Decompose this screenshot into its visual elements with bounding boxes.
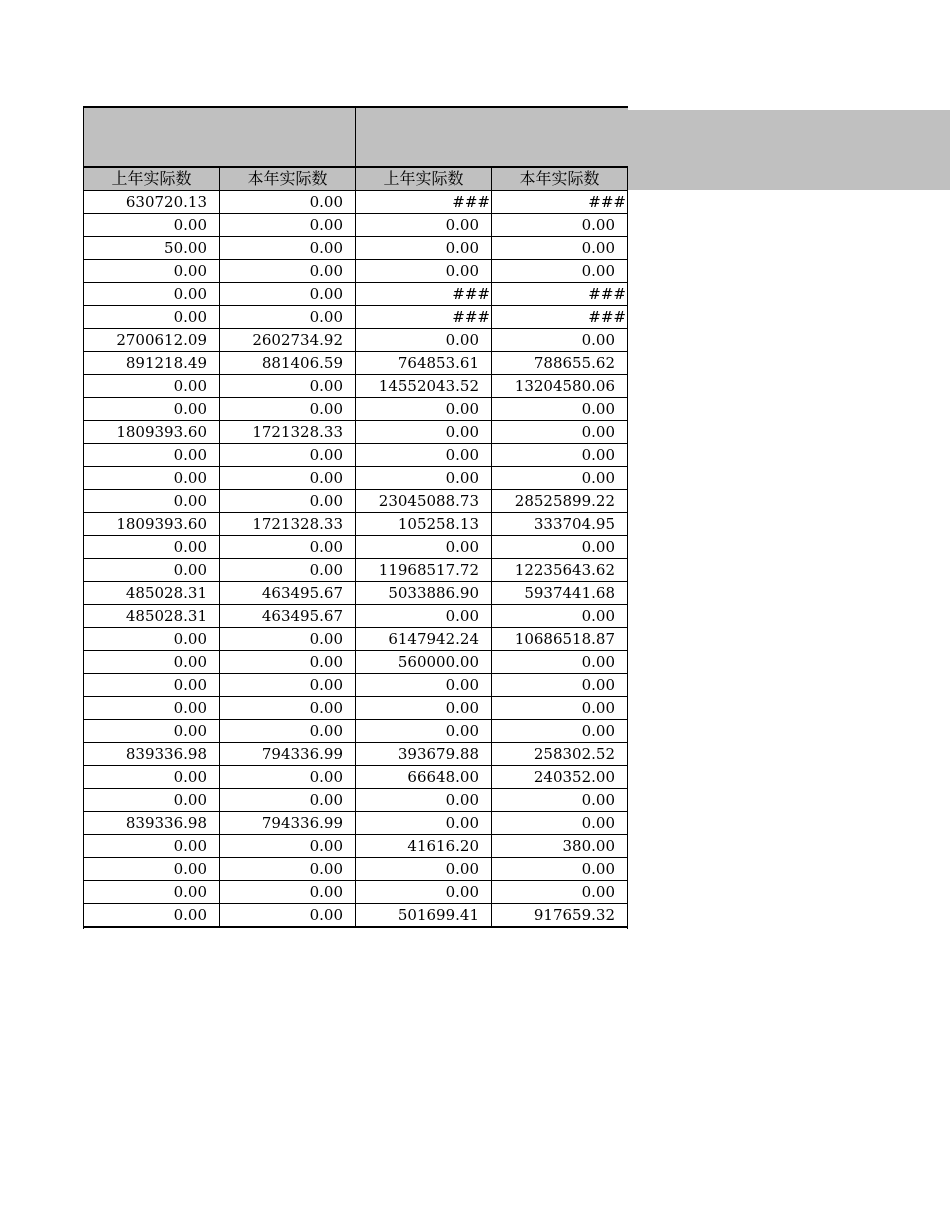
- table-cell[interactable]: 0.00: [356, 237, 492, 260]
- table-cell[interactable]: 794336.99: [220, 812, 356, 835]
- table-cell[interactable]: 0.00: [84, 398, 220, 421]
- table-cell[interactable]: 0.00: [492, 421, 628, 444]
- table-cell[interactable]: 501699.41: [356, 904, 492, 927]
- table-row: [84, 306, 628, 329]
- table-cell[interactable]: 0.00: [220, 720, 356, 743]
- table-cell[interactable]: 0.00: [84, 789, 220, 812]
- table-cell[interactable]: 0.00: [84, 835, 220, 858]
- table-cell[interactable]: 5937441.68: [492, 582, 628, 605]
- table-cell[interactable]: ###: [492, 191, 628, 214]
- table-cell[interactable]: 0.00: [356, 444, 492, 467]
- table-cell[interactable]: 0.00: [492, 674, 628, 697]
- table-cell[interactable]: 0.00: [492, 214, 628, 237]
- column-header-row: [84, 168, 628, 191]
- table-cell[interactable]: 0.00: [84, 904, 220, 927]
- table-cell[interactable]: 0.00: [356, 605, 492, 628]
- table-cell[interactable]: 0.00: [220, 835, 356, 858]
- table-row: [84, 766, 628, 789]
- table-row: [84, 720, 628, 743]
- table-cell[interactable]: 13204580.06: [492, 375, 628, 398]
- table-cell[interactable]: 485028.31: [84, 582, 220, 605]
- column-header-this-year-2[interactable]: 本年实际数: [492, 168, 628, 191]
- table-cell[interactable]: 258302.52: [492, 743, 628, 766]
- table-cell[interactable]: 839336.98: [84, 812, 220, 835]
- table-row: [84, 375, 628, 398]
- table-cell[interactable]: 0.00: [492, 858, 628, 881]
- table-cell[interactable]: 0.00: [220, 766, 356, 789]
- table-cell[interactable]: 0.00: [356, 536, 492, 559]
- table-cell[interactable]: 1721328.33: [220, 421, 356, 444]
- table-row: [84, 789, 628, 812]
- table-row: [84, 628, 628, 651]
- table-cell[interactable]: 0.00: [84, 674, 220, 697]
- table-row: [84, 858, 628, 881]
- table-cell[interactable]: 788655.62: [492, 352, 628, 375]
- table-row: [84, 398, 628, 421]
- table-cell[interactable]: 0.00: [356, 260, 492, 283]
- table-row: [84, 536, 628, 559]
- table-cell[interactable]: 463495.67: [220, 605, 356, 628]
- table-cell[interactable]: 0.00: [492, 329, 628, 352]
- table-row: [84, 260, 628, 283]
- group-header-right[interactable]: [356, 108, 628, 166]
- table-cell[interactable]: 0.00: [492, 720, 628, 743]
- table-cell[interactable]: ###: [356, 283, 492, 306]
- table-row: [84, 237, 628, 260]
- table-row: [84, 329, 628, 352]
- table-cell[interactable]: 0.00: [356, 398, 492, 421]
- table-cell[interactable]: 10686518.87: [492, 628, 628, 651]
- table-cell[interactable]: 0.00: [356, 858, 492, 881]
- table-cell[interactable]: ###: [356, 191, 492, 214]
- table-row: [84, 835, 628, 858]
- table-cell[interactable]: 0.00: [84, 628, 220, 651]
- table-cell[interactable]: 14552043.52: [356, 375, 492, 398]
- table-cell[interactable]: 23045088.73: [356, 490, 492, 513]
- table-cell[interactable]: 240352.00: [492, 766, 628, 789]
- table-cell[interactable]: 1809393.60: [84, 513, 220, 536]
- table-cell[interactable]: 1809393.60: [84, 421, 220, 444]
- table-row: [84, 467, 628, 490]
- table-cell[interactable]: 2700612.09: [84, 329, 220, 352]
- table-cell[interactable]: 0.00: [220, 375, 356, 398]
- table-cell[interactable]: 1721328.33: [220, 513, 356, 536]
- table-cell[interactable]: 0.00: [220, 237, 356, 260]
- table-row: [84, 674, 628, 697]
- table-cell[interactable]: 0.00: [492, 398, 628, 421]
- table-cell[interactable]: 0.00: [220, 674, 356, 697]
- table-cell[interactable]: 0.00: [492, 651, 628, 674]
- table-cell[interactable]: 0.00: [220, 858, 356, 881]
- table-cell[interactable]: 0.00: [220, 559, 356, 582]
- table-cell[interactable]: 0.00: [492, 881, 628, 904]
- table-cell[interactable]: 0.00: [356, 881, 492, 904]
- table-cell[interactable]: 0.00: [84, 283, 220, 306]
- table-cell[interactable]: 0.00: [356, 674, 492, 697]
- table-cell[interactable]: 0.00: [84, 697, 220, 720]
- table-cell[interactable]: 393679.88: [356, 743, 492, 766]
- table-cell[interactable]: 50.00: [84, 237, 220, 260]
- table-cell[interactable]: 0.00: [220, 398, 356, 421]
- column-header-prev-year-1[interactable]: 上年实际数: [84, 168, 220, 191]
- table-cell[interactable]: 0.00: [84, 881, 220, 904]
- table-cell[interactable]: 0.00: [356, 467, 492, 490]
- table-cell[interactable]: ###: [492, 283, 628, 306]
- table-cell[interactable]: 0.00: [84, 214, 220, 237]
- table-cell[interactable]: 0.00: [220, 214, 356, 237]
- table-cell[interactable]: ###: [356, 306, 492, 329]
- table-cell[interactable]: 28525899.22: [492, 490, 628, 513]
- table-row: [84, 559, 628, 582]
- column-header-prev-year-2[interactable]: 上年实际数: [356, 168, 492, 191]
- table-body: [84, 191, 628, 927]
- table-cell[interactable]: 0.00: [84, 536, 220, 559]
- table-row: [84, 605, 628, 628]
- table-row: [84, 421, 628, 444]
- table-cell[interactable]: 380.00: [492, 835, 628, 858]
- table-cell[interactable]: 0.00: [220, 789, 356, 812]
- table-cell[interactable]: 333704.95: [492, 513, 628, 536]
- table-cell[interactable]: 0.00: [220, 904, 356, 927]
- table-cell[interactable]: 0.00: [220, 651, 356, 674]
- table-row: [84, 490, 628, 513]
- table-row: [84, 352, 628, 375]
- table-cell[interactable]: 0.00: [356, 214, 492, 237]
- table-cell[interactable]: 0.00: [492, 467, 628, 490]
- table-row: [84, 191, 628, 214]
- table-cell[interactable]: 0.00: [84, 490, 220, 513]
- table-cell[interactable]: 5033886.90: [356, 582, 492, 605]
- table-cell[interactable]: 0.00: [84, 306, 220, 329]
- table-row: [84, 651, 628, 674]
- table-cell[interactable]: 0.00: [220, 490, 356, 513]
- table-row: [84, 743, 628, 766]
- table-cell[interactable]: 0.00: [220, 444, 356, 467]
- table-cell[interactable]: 0.00: [84, 766, 220, 789]
- table-cell[interactable]: 0.00: [220, 306, 356, 329]
- table-row: [84, 812, 628, 835]
- table-row: [84, 582, 628, 605]
- table-cell[interactable]: 0.00: [84, 858, 220, 881]
- table-cell[interactable]: 0.00: [492, 536, 628, 559]
- table-cell[interactable]: 891218.49: [84, 352, 220, 375]
- table-cell[interactable]: 2602734.92: [220, 329, 356, 352]
- table-cell[interactable]: 0.00: [492, 237, 628, 260]
- table-cell[interactable]: 0.00: [84, 444, 220, 467]
- table-cell[interactable]: 881406.59: [220, 352, 356, 375]
- table-cell[interactable]: 560000.00: [356, 651, 492, 674]
- header-gray-band: [628, 110, 950, 190]
- table-cell[interactable]: 0.00: [492, 260, 628, 283]
- bottom-double-rule: [83, 927, 628, 929]
- table-cell[interactable]: 0.00: [356, 421, 492, 444]
- table-cell[interactable]: 0.00: [492, 812, 628, 835]
- table-cell[interactable]: 0.00: [220, 628, 356, 651]
- table-row: [84, 444, 628, 467]
- table-cell[interactable]: 6147942.24: [356, 628, 492, 651]
- group-header-row: [83, 108, 628, 167]
- table-cell[interactable]: 0.00: [84, 720, 220, 743]
- table-cell[interactable]: 0.00: [356, 720, 492, 743]
- table-cell[interactable]: 0.00: [84, 260, 220, 283]
- table-row: [84, 513, 628, 536]
- table-cell[interactable]: 0.00: [220, 467, 356, 490]
- table-cell[interactable]: 12235643.62: [492, 559, 628, 582]
- table-cell[interactable]: 0.00: [356, 789, 492, 812]
- table-row: [84, 697, 628, 720]
- table-cell[interactable]: 0.00: [220, 697, 356, 720]
- data-table: [83, 167, 628, 927]
- table-cell[interactable]: 764853.61: [356, 352, 492, 375]
- table-cell[interactable]: 41616.20: [356, 835, 492, 858]
- group-header-left[interactable]: [84, 108, 356, 166]
- table-cell[interactable]: 0.00: [220, 536, 356, 559]
- table-cell[interactable]: 0.00: [220, 191, 356, 214]
- table-row: [84, 904, 628, 927]
- table-cell[interactable]: 66648.00: [356, 766, 492, 789]
- table-cell[interactable]: ###: [492, 306, 628, 329]
- table-cell[interactable]: 105258.13: [356, 513, 492, 536]
- table-cell[interactable]: 463495.67: [220, 582, 356, 605]
- table-cell[interactable]: 839336.98: [84, 743, 220, 766]
- table-cell[interactable]: 0.00: [84, 467, 220, 490]
- table-cell[interactable]: 0.00: [220, 881, 356, 904]
- table-row: [84, 881, 628, 904]
- table-row: [84, 283, 628, 306]
- table-cell[interactable]: 485028.31: [84, 605, 220, 628]
- table-cell[interactable]: 0.00: [356, 697, 492, 720]
- table-row: [84, 214, 628, 237]
- table-cell[interactable]: 0.00: [356, 812, 492, 835]
- table-cell[interactable]: 0.00: [492, 605, 628, 628]
- table-cell[interactable]: 0.00: [492, 697, 628, 720]
- spreadsheet: [83, 106, 628, 929]
- table-cell[interactable]: 0.00: [492, 444, 628, 467]
- table-cell[interactable]: 794336.99: [220, 743, 356, 766]
- table-cell[interactable]: 0.00: [84, 559, 220, 582]
- table-cell[interactable]: 0.00: [220, 260, 356, 283]
- table-cell[interactable]: 0.00: [84, 651, 220, 674]
- table-cell[interactable]: 630720.13: [84, 191, 220, 214]
- table-cell[interactable]: 0.00: [356, 329, 492, 352]
- table-cell[interactable]: 0.00: [492, 789, 628, 812]
- table-cell[interactable]: 0.00: [220, 283, 356, 306]
- table-cell[interactable]: 917659.32: [492, 904, 628, 927]
- column-header-this-year-1[interactable]: 本年实际数: [220, 168, 356, 191]
- table-cell[interactable]: 11968517.72: [356, 559, 492, 582]
- table-cell[interactable]: 0.00: [84, 375, 220, 398]
